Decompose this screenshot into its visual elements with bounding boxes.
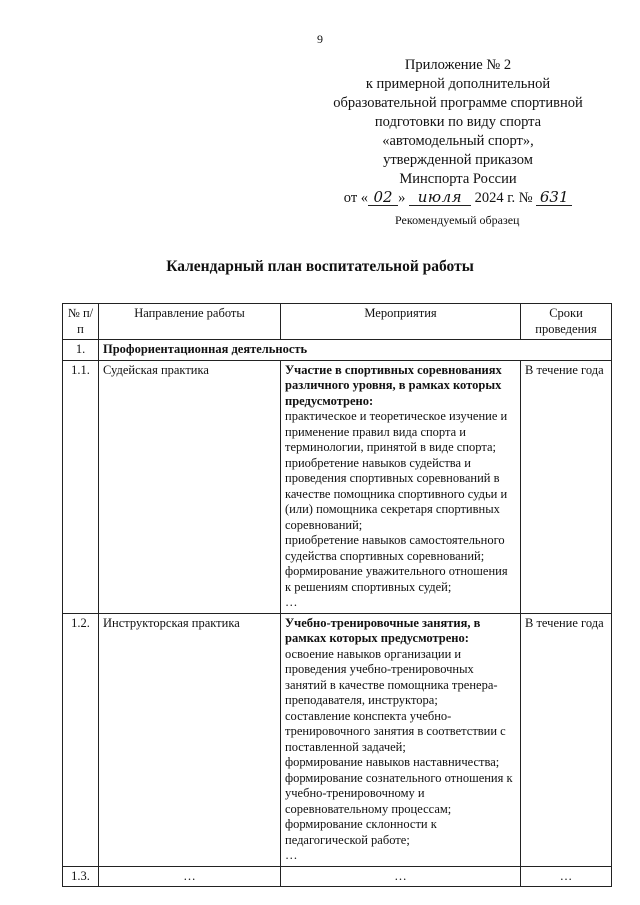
row-direction-label: Судейская практика bbox=[103, 362, 209, 377]
order-number-handwritten: 631 bbox=[536, 189, 572, 206]
appendix-line: образовательной программе спортивной bbox=[333, 95, 583, 111]
events-heading: Участие в спортивных соревнованиях различного уровня, в рамках которых предусмотрено: bbox=[285, 362, 502, 408]
appendix-line: к примерной дополнительной bbox=[365, 76, 551, 92]
appendix-header bbox=[318, 56, 598, 208]
table-row bbox=[63, 866, 612, 887]
row-num: 1.3. bbox=[63, 866, 99, 887]
header-direction: Направление работы bbox=[99, 304, 281, 340]
plan-table bbox=[62, 303, 612, 887]
header-num: № п/п bbox=[63, 304, 99, 340]
event-item: приобретение навыков судейства и проведения спортивных соревнований в качестве помощника спортивного судьи и (или) помощника секретаря спортивных соревнований; bbox=[285, 455, 508, 532]
row-direction: Инструкторская практика bbox=[99, 613, 281, 866]
event-item: … bbox=[285, 595, 298, 609]
event-item: практическое и теоретическое изучение и применение правил вида спорта и терминологии, принятой в виде спорта; bbox=[285, 409, 508, 454]
table-row bbox=[63, 360, 612, 613]
event-item: формирование сознательного отношения к учебно-тренировочному и соревновательному процессам; bbox=[285, 770, 513, 816]
order-mid: » bbox=[398, 190, 406, 206]
page-title: Календарный план воспитательной работы bbox=[166, 258, 474, 275]
row-num: 1.2. bbox=[63, 613, 99, 866]
row-direction bbox=[99, 360, 281, 613]
order-date-line bbox=[318, 189, 598, 208]
header-terms: Сроки проведения bbox=[521, 304, 612, 340]
row-events bbox=[281, 360, 521, 613]
section-num: 1. bbox=[63, 340, 99, 361]
appendix-line: утвержденной приказом bbox=[383, 152, 533, 168]
appendix-line: Приложение № 2 bbox=[404, 57, 512, 73]
order-day-handwritten: 02 bbox=[368, 189, 398, 206]
row-terms: В течение года bbox=[521, 613, 612, 866]
order-prefix: от « bbox=[343, 190, 369, 206]
order-month-handwritten: июля bbox=[409, 189, 471, 206]
row-num: 1.1. bbox=[63, 360, 99, 613]
row-direction: … bbox=[99, 866, 281, 887]
event-item: приобретение навыков самостоятельного судейства спортивных соревнований; bbox=[285, 533, 505, 563]
event-item: формирование уважительного отношения к решениям спортивных судей; bbox=[285, 564, 508, 594]
event-item: формирование склонности к педагогической работе; bbox=[285, 817, 437, 847]
page-number: 9 bbox=[317, 32, 323, 46]
event-item: … bbox=[285, 848, 298, 862]
event-item: составление конспекта учебно-тренировочного занятия в соответствии с поставленной задачей; bbox=[285, 708, 506, 754]
event-item: освоение навыков организации и проведения учебно-тренировочных занятий в качестве помощника тренера-преподавателя, инструктора; bbox=[285, 646, 498, 707]
row-terms: В течение года bbox=[521, 360, 612, 613]
header-events: Мероприятия bbox=[281, 304, 521, 340]
table-header-row bbox=[63, 304, 612, 340]
section-row bbox=[63, 340, 612, 361]
appendix-line: Минспорта России bbox=[399, 171, 517, 187]
events-heading: Учебно-тренировочные занятия, в рамках которых предусмотрено: bbox=[285, 615, 481, 645]
appendix-line: подготовки по виду спорта bbox=[374, 114, 542, 130]
order-year: 2024 г. № bbox=[474, 190, 533, 206]
appendix-line: «автомодельный спорт», bbox=[382, 133, 534, 149]
row-events: … bbox=[281, 866, 521, 887]
event-item: формирование навыков наставничества; bbox=[285, 755, 500, 769]
section-label: Профориентационная деятельность bbox=[99, 340, 612, 361]
row-terms: … bbox=[521, 866, 612, 887]
table-row bbox=[63, 613, 612, 866]
sample-label: Рекомендуемый образец bbox=[395, 213, 520, 227]
row-events bbox=[281, 613, 521, 866]
